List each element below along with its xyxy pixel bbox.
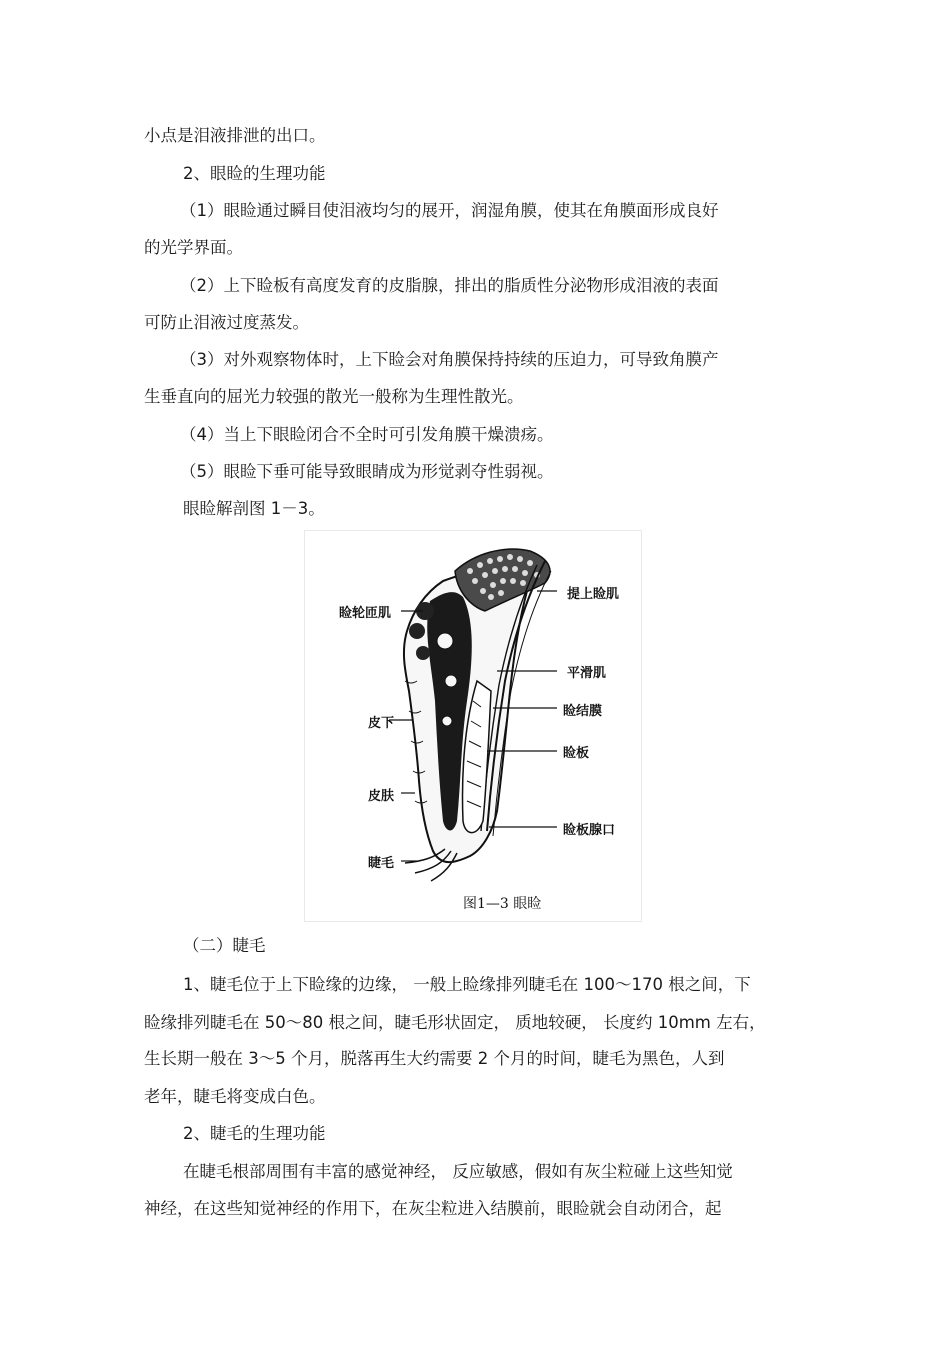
figure-caption: 图1—3 眼睑	[463, 896, 542, 912]
label-subcutis: 皮下	[368, 716, 395, 731]
heading-eyelid-function: 2、眼睑的生理功能	[183, 164, 326, 183]
text-line: 睑缘排列睫毛在 50～80 根之间，睫毛形状固定， 质地较硬， 长度约 10mm 左右，	[144, 1013, 766, 1032]
text-line: 生长期一般在 3～5 个月，脱落再生大约需要 2 个月的时间，睫毛为黑色，人到	[144, 1049, 725, 1068]
text-line: 老年，睫毛将变成白色。	[144, 1087, 326, 1106]
text-line: 在睫毛根部周围有丰富的感觉神经， 反应敏感，假如有灰尘粒碰上这些知觉	[183, 1162, 733, 1181]
text-line: （3）对外观察物体时，上下睑会对角膜保持持续的压迫力，可导致角膜产	[180, 350, 719, 369]
heading-eyelash-function: 2、睫毛的生理功能	[183, 1124, 326, 1143]
text-line: 1、睫毛位于上下睑缘的边缘， 一般上睑缘排列睫毛在 100～170 根之间，下	[183, 975, 751, 994]
section-heading-eyelashes: （二）睫毛	[183, 936, 266, 955]
text-line: 可防止泪液过度蒸发。	[144, 313, 309, 332]
text-line: （5）眼睑下垂可能导致眼睛成为形觉剥夺性弱视。	[180, 462, 554, 481]
figure-reference: 眼睑解剖图 1－3。	[183, 499, 325, 518]
label-smooth-muscle: 平滑肌	[567, 666, 607, 681]
text-line: 神经，在这些知觉神经的作用下，在灰尘粒进入结膜前，眼睑就会自动闭合，起	[144, 1199, 722, 1218]
label-gland-opening: 睑板腺口	[563, 823, 616, 838]
text-line: （2）上下睑板有高度发育的皮脂腺，排出的脂质性分泌物形成泪液的表面	[180, 276, 719, 295]
label-orbicularis: 睑轮匝肌	[339, 606, 392, 621]
text-line: 小点是泪液排泄的出口。	[144, 126, 326, 145]
eyelid-anatomy-figure	[304, 530, 642, 922]
text-line: （1）眼睑通过瞬目使泪液均匀的展开，润湿角膜，使其在角膜面形成良好	[180, 201, 719, 220]
text-line: （4）当上下眼睑闭合不全时可引发角膜干燥溃疡。	[180, 425, 554, 444]
label-tarsus: 睑板	[563, 746, 590, 761]
label-conjunctiva: 睑结膜	[563, 704, 603, 719]
text-line: 的光学界面。	[144, 238, 243, 257]
label-levator: 提上睑肌	[567, 587, 620, 602]
label-skin: 皮肤	[368, 789, 395, 804]
text-line: 生垂直向的屈光力较强的散光一般称为生理性散光。	[144, 387, 524, 406]
label-lashes: 睫毛	[368, 856, 395, 871]
